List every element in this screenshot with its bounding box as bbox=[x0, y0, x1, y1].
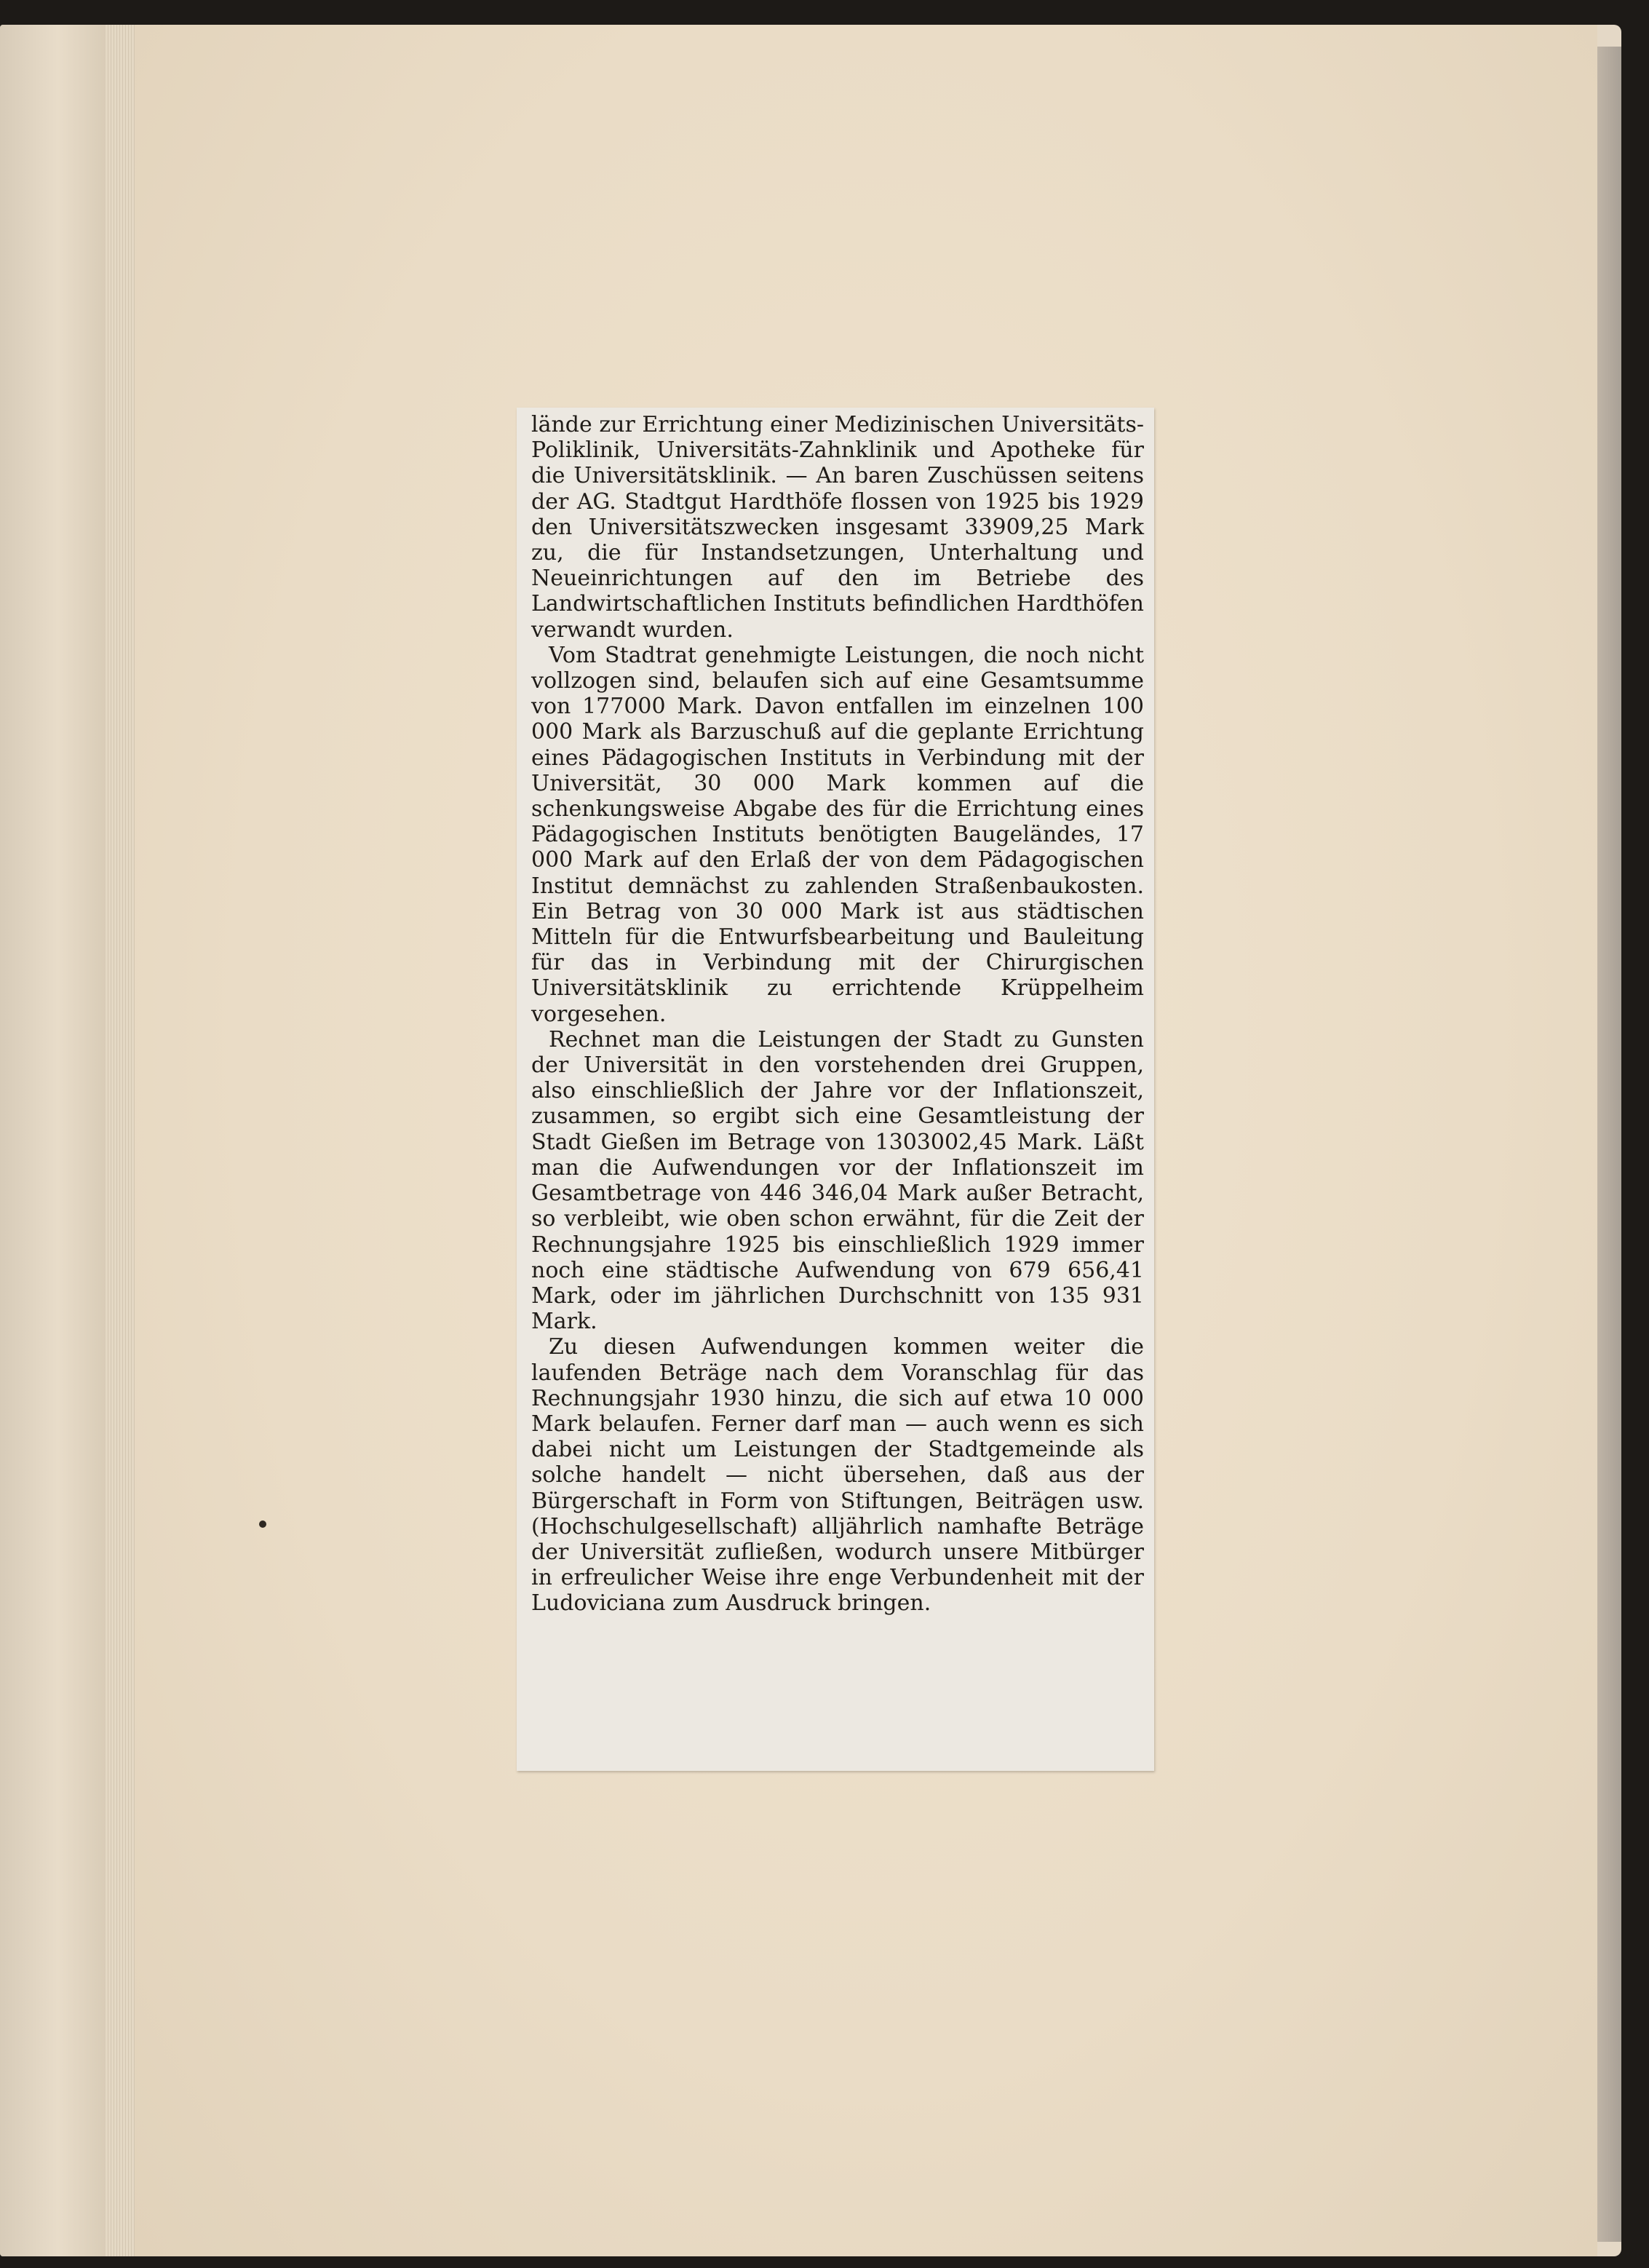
clipping-paragraph-1: lände zur Errichtung einer Medizinischen Universitäts-Poliklinik, Universitäts-Zahnklinik und Apotheke für die Universitätsklinik. — An baren Zuschüssen seitens der AG. Stadtgut Hardthöfe flossen von 1925 bis 1929 den Universitätszwecken insgesamt 33909,25 Mark zu, die für Instandsetzungen, Unterhaltung und Neueinrichtungen auf den im Betriebe des Landwirtschaftlichen Instituts befindlichen Hardthöfen verwandt wurden. bbox=[531, 412, 1144, 643]
left-page bbox=[0, 25, 106, 2256]
right-page-edge bbox=[1597, 47, 1621, 2242]
newspaper-clipping bbox=[517, 408, 1154, 1771]
clipping-paragraph-2: Vom Stadtrat genehmigte Leistungen, die noch nicht vollzogen sind, belaufen sich auf eine Gesamtsumme von 177000 Mark. Davon entfallen im einzelnen 100 000 Mark als Barzuschuß auf die geplante Errichtung eines Pädagogischen Instituts in Verbindung mit der Universität, 30 000 Mark kommen auf die schenkungsweise Abgabe des für die Errichtung eines Pädagogischen Instituts benötigten Baugeländes, 17 000 Mark auf den Erlaß der von dem Pädagogischen Institut demnächst zu zahlenden Straßenbaukosten. Ein Betrag von 30 000 Mark ist aus städtischen Mitteln für die Entwurfsbearbeitung und Bauleitung für das in Verbindung mit der Chirurgischen Universitätsklinik zu errichtende Krüppelheim vorgesehen. bbox=[531, 642, 1144, 1027]
clipping-paragraph-4: Zu diesen Aufwendungen kommen weiter die laufenden Beträge nach dem Voranschlag für das Rechnungsjahr 1930 hinzu, die sich auf etwa 10 000 Mark belaufen. Ferner darf man — auch wenn es sich dabei nicht um Leistungen der Stadtgemeinde als solche handelt — nicht übersehen, daß aus der Bürgerschaft in Form von Stiftungen, Beiträgen usw. (Hochschulgesellschaft) alljährlich namhafte Beträge der Universität zufließen, wodurch unsere Mitbürger in erfreulicher Weise ihre enge Verbundenheit mit der Ludoviciana zum Ausdruck bringen. bbox=[531, 1334, 1144, 1617]
ink-dot bbox=[259, 1520, 266, 1528]
clipping-paragraph-3: Rechnet man die Leistungen der Stadt zu Gunsten der Universität in den vorstehenden drei Gruppen, also einschließlich der Jahre vor der Inflationszeit, zusammen, so ergibt sich eine Gesamtleistung der Stadt Gießen im Betrage von 1303002,45 Mark. Läßt man die Aufwendungen vor der Inflationszeit im Gesamtbetrage von 446 346,04 Mark außer Betracht, so verbleibt, wie oben schon erwähnt, für die Zeit der Rechnungsjahre 1925 bis einschließlich 1929 immer noch eine städtische Aufwendung von 679 656,41 Mark, oder im jährlichen Durchschnitt von 135 931 Mark. bbox=[531, 1026, 1144, 1335]
page-stack-edge bbox=[106, 25, 135, 2256]
